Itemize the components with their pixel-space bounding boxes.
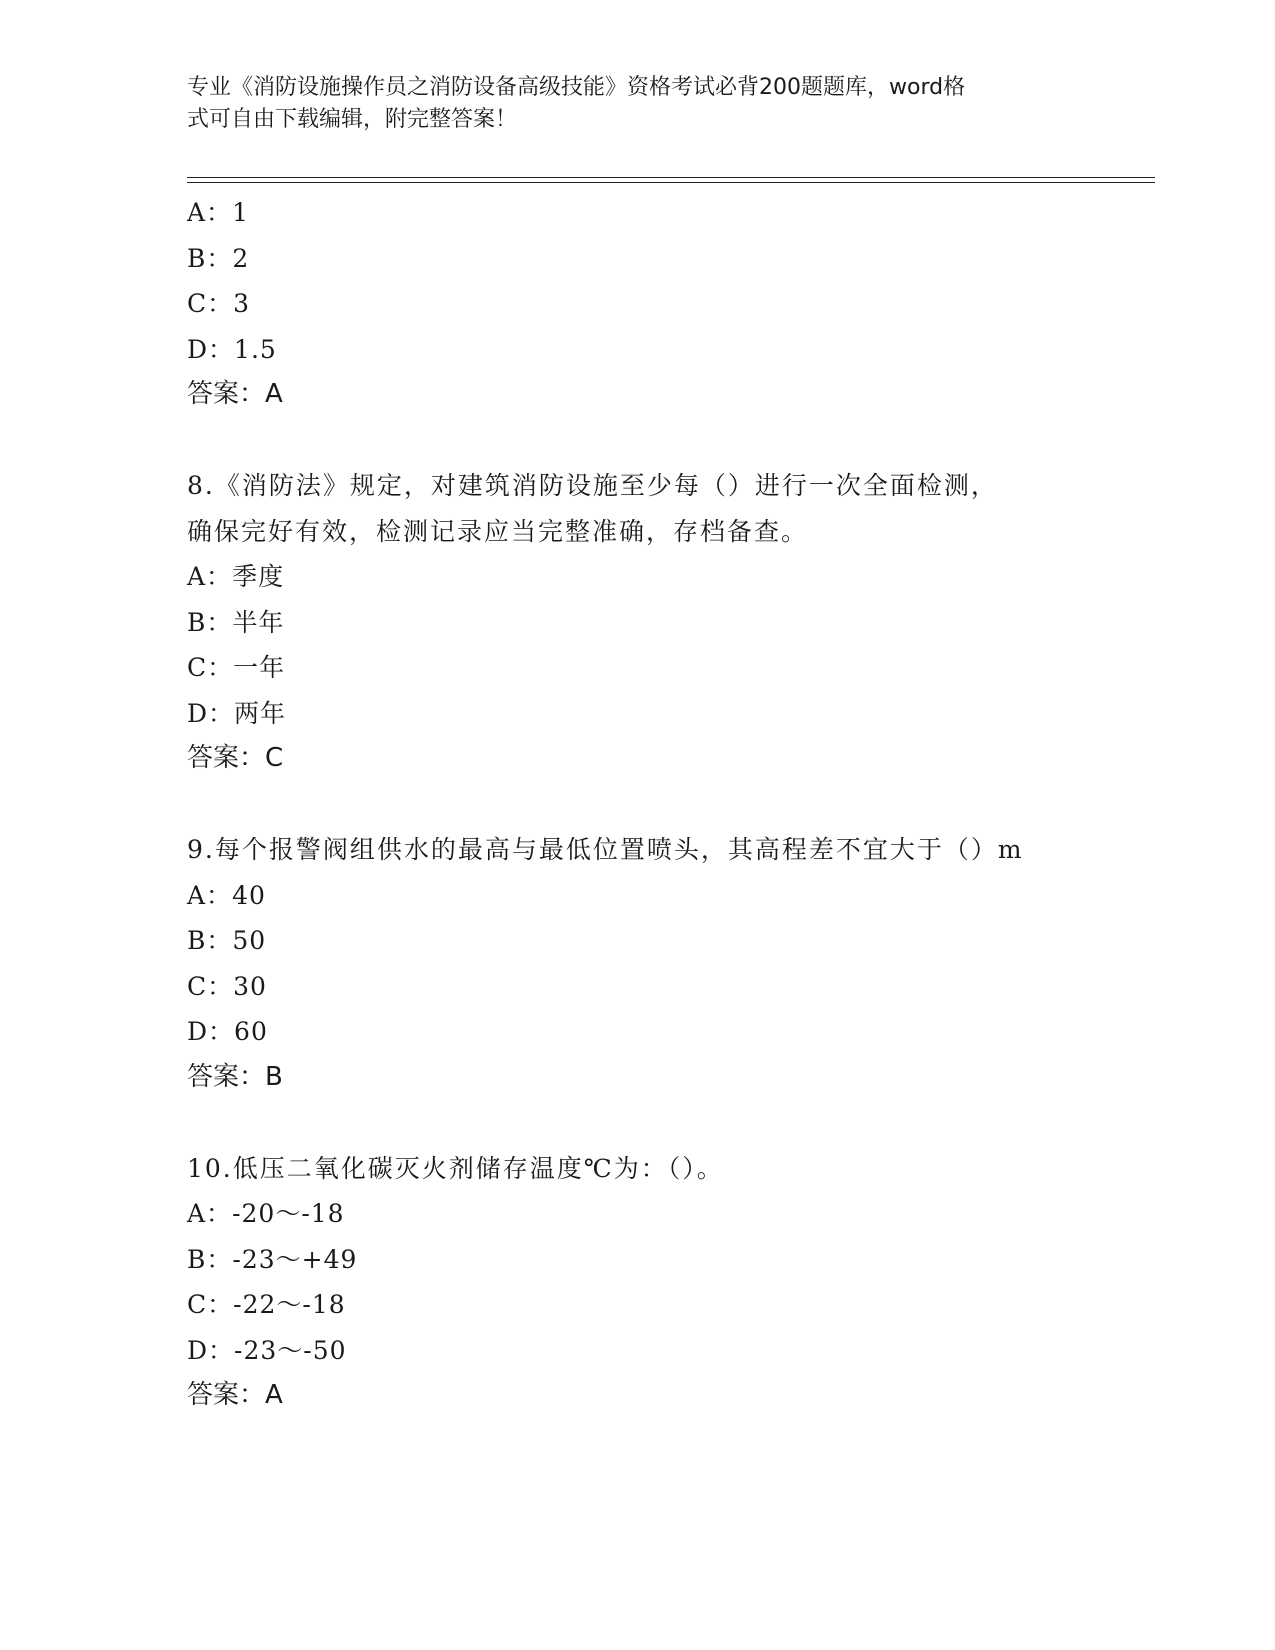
answer: 答案：C: [187, 743, 284, 773]
header-divider-top: [187, 177, 1155, 178]
option-c: C：-22～-18: [187, 1290, 346, 1319]
option-a: A：季度: [187, 562, 285, 591]
question-7: [187, 190, 1147, 418]
question-stem: 8.《消防法》规定，对建筑消防设施至少每（）进行一次全面检测， 确保完好有效，检测记录应当完整准确，存档备查。: [187, 471, 998, 546]
question-8: [187, 463, 1147, 782]
option-c: C：30: [187, 971, 267, 1001]
answer: 答案：B: [187, 1061, 283, 1092]
option-d: D：两年: [187, 698, 287, 728]
option-d: D：1.5: [187, 334, 277, 364]
option-b: B：-23～+49: [187, 1244, 358, 1274]
option-c: C：3: [187, 289, 251, 318]
option-a: A：40: [187, 880, 266, 910]
option-b: B：半年: [187, 607, 285, 637]
option-d: D：60: [187, 1017, 268, 1046]
question-9: [187, 827, 1147, 1100]
question-stem: 10.低压二氧化碳灭火剂储存温度℃为：（）。: [187, 1153, 724, 1183]
question-stem: 9.每个报警阀组供水的最高与最低位置喷头，其高程差不宜大于（）m: [187, 835, 1024, 864]
header-divider-bottom: [187, 182, 1155, 183]
option-b: B：2: [187, 243, 250, 273]
option-d: D：-23～-50: [187, 1335, 347, 1365]
question-list: [187, 190, 1147, 1419]
answer: 答案：A: [187, 379, 283, 409]
option-a: A：-20～-18: [187, 1199, 345, 1228]
header-line-1: 专业《消防设施操作员之消防设备高级技能》资格考试必背200题题库，word格: [187, 75, 966, 100]
question-10: [187, 1146, 1147, 1419]
document-header: [187, 72, 1087, 136]
option-a: A：1: [187, 198, 249, 227]
answer: 答案：A: [187, 1380, 283, 1410]
header-line-2: 式可自由下载编辑，附完整答案！: [187, 107, 518, 132]
option-b: B：50: [187, 926, 267, 955]
option-c: C：一年: [187, 653, 286, 682]
